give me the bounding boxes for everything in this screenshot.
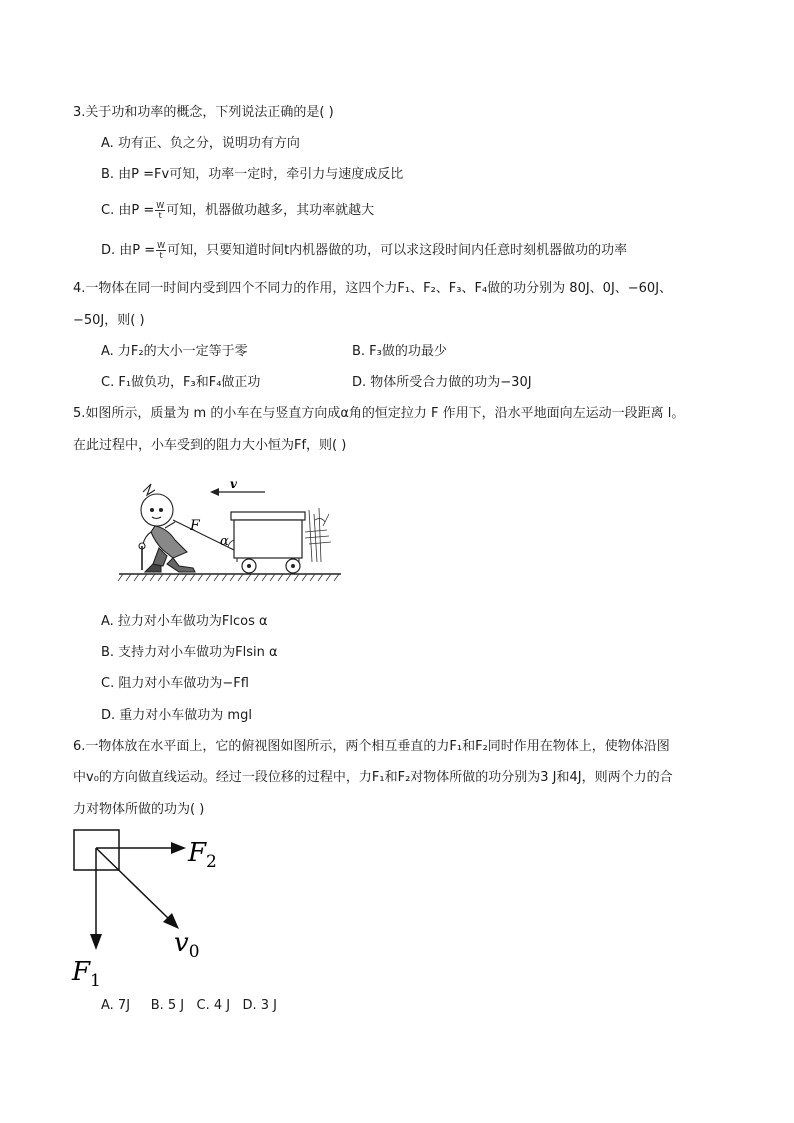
- force-label: F: [190, 518, 200, 534]
- q6-force-diagram: [66, 826, 236, 992]
- fraction-denominator: t: [159, 251, 163, 260]
- q4-option-c: C. F₁做负功，F₃和F₄做正功: [101, 375, 261, 390]
- q6-stem-line2: 中v₀的方向做直线运动。经过一段位移的过程中，力F₁和F₂对物体所做的功分别为3 J和4J，则两个力的合: [73, 770, 673, 785]
- q3-option-d: [101, 241, 627, 260]
- q5-stem-line2: 在此过程中，小车受到的阻力大小恒为Ff，则( ): [73, 438, 347, 453]
- q3-option-d-text: 可知，只要知道时间t内机器做的功，可以求这段时间内任意时刻机器做功的功率: [167, 243, 628, 258]
- q5-option-b: B. 支持力对小车做功为Flsin α: [101, 645, 278, 660]
- fraction-denominator: t: [158, 211, 162, 220]
- q4-stem-line2: −50J，则( ): [73, 313, 145, 328]
- fraction-w-over-t: [156, 241, 166, 260]
- person-pulling-icon: [139, 484, 195, 572]
- fraction-numerator: W: [157, 241, 166, 250]
- q5-stem-line1: 5.如图所示，质量为 m 的小车在与竖直方向成α角的恒定拉力 F 作用下，沿水平地面向左运动一段距离 l。: [73, 406, 685, 421]
- v0-label: $v_0$: [174, 928, 200, 962]
- cart-shape: [231, 512, 305, 573]
- q4-option-a: A. 力F₂的大小一定等于零: [101, 344, 248, 359]
- q3-option-c-prefix: C. 由P =: [101, 203, 155, 218]
- f2-label: $F_2$: [188, 838, 217, 872]
- q5-option-a: A. 拉力对小车做功为Flcos α: [101, 614, 268, 629]
- q4-stem-line1: 4.一物体在同一时间内受到四个不同力的作用，这四个力F₁、F₂、F₃、F₄做的功分别为 80J、0J、−60J、: [73, 281, 673, 296]
- q6-options: A. 7J B. 5 J C. 4 J D. 3 J: [101, 998, 278, 1013]
- q5-cart-figure: [115, 470, 345, 585]
- q3-stem: 3.关于功和功率的概念，下列说法正确的是( ): [73, 105, 334, 120]
- q3-option-c: [101, 201, 374, 220]
- q3-option-d-prefix: D. 由P =: [101, 243, 156, 258]
- velocity-label: v: [230, 477, 237, 491]
- q6-stem-line1: 6.一物体放在水平面上，它的俯视图如图所示，两个相互垂直的力F₁和F₂同时作用在物体上，使物体沿图: [73, 739, 670, 754]
- q3-option-b: B. 由P =Fv可知，功率一定时，牵引力与速度成反比: [101, 167, 404, 182]
- q3-option-a: A. 功有正、负之分，说明功有方向: [101, 136, 300, 151]
- fraction-w-over-t: [155, 201, 165, 220]
- q5-option-d: D. 重力对小车做功为 mgl: [101, 708, 252, 723]
- q4-option-d: D. 物体所受合力做的功为−30J: [352, 375, 532, 390]
- f1-label: $F_1$: [72, 957, 101, 991]
- q3-option-c-text: 可知，机器做功越多，其功率就越大: [166, 203, 375, 218]
- q4-option-b: B. F₃做的功最少: [352, 344, 447, 359]
- q6-stem-line3: 力对物体所做的功为( ): [73, 802, 205, 817]
- fraction-numerator: W: [156, 201, 165, 210]
- q5-option-c: C. 阻力对小车做功为−Ffl: [101, 676, 249, 691]
- alpha-label: α: [220, 534, 229, 549]
